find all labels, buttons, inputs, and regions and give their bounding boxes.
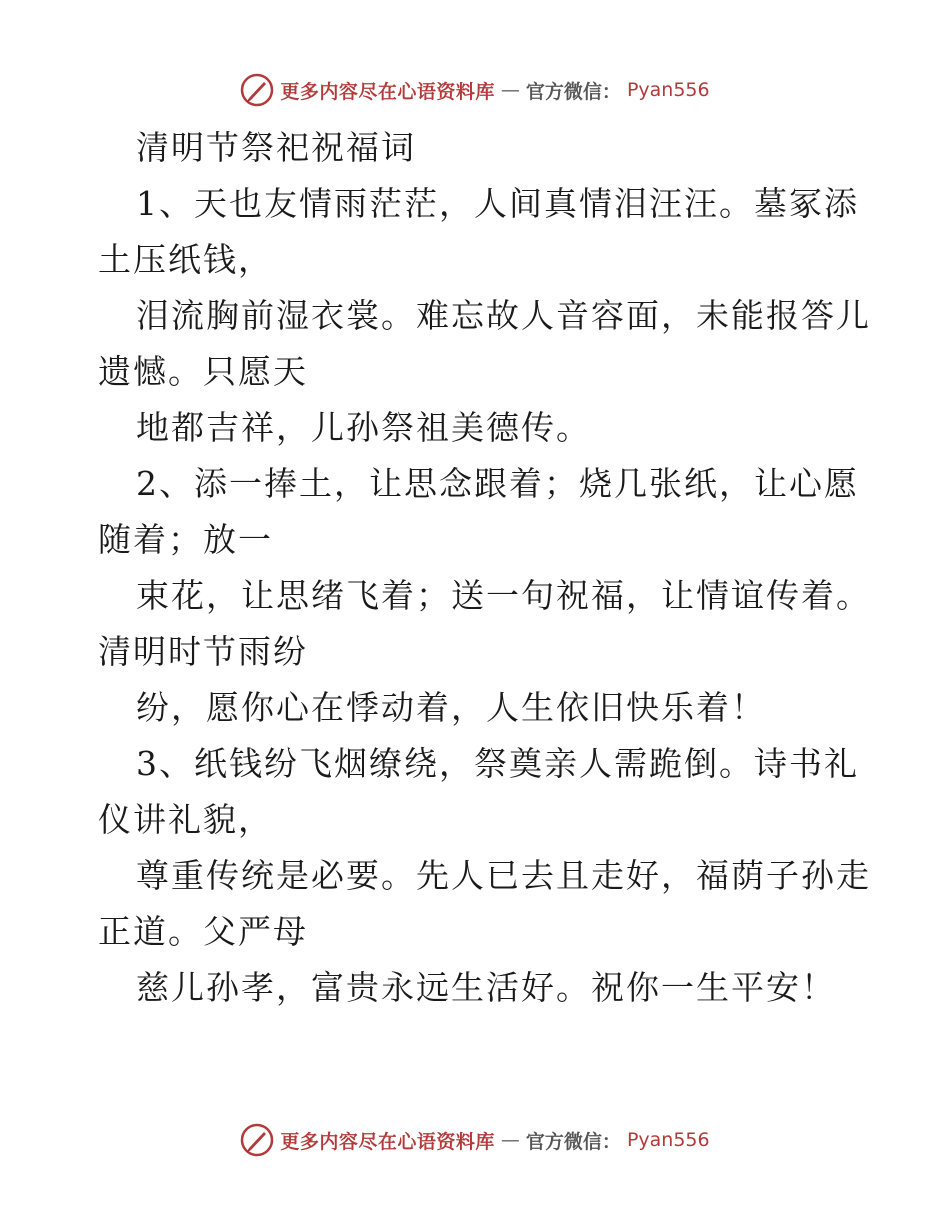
text-line: 2、添一捧土，让思念跟着；烧几张纸，让心愿 [136, 464, 859, 503]
text-line: 地都吉祥，儿孙祭祖美德传。 [136, 408, 591, 447]
text-line: 清明时节雨纷 [98, 632, 308, 671]
header-site-text: 更多内容尽在心语资料库 [280, 80, 495, 103]
footer-banner [0, 1120, 950, 1160]
footer-separator: — [500, 1129, 520, 1151]
header-separator: — [500, 79, 520, 101]
header-wechat-id: Pyan556 [626, 79, 710, 101]
header-wechat-label: 官方微信： [525, 80, 621, 103]
text-line: 仪讲礼貌， [98, 800, 273, 839]
footer-wechat-id: Pyan556 [626, 1129, 710, 1151]
text-line: 遗憾。只愿天 [98, 352, 308, 391]
text-line: 1、天也友情雨茫茫，人间真情泪汪汪。墓冢添 [136, 184, 859, 223]
text-line: 尊重传统是必要。先人已去且走好，福荫子孙走 [136, 856, 871, 895]
document-title: 清明节祭祀祝福词 [136, 128, 416, 167]
quill-logo-icon [240, 73, 274, 107]
text-line: 束花，让思绪飞着；送一句祝福，让情谊传着。 [136, 576, 871, 615]
document-body [98, 120, 871, 1016]
text-line: 慈儿孙孝，富贵永远生活好。祝你一生平安！ [136, 968, 836, 1007]
text-line: 正道。父严母 [98, 912, 308, 951]
footer-wechat-label: 官方微信： [525, 1130, 621, 1153]
text-line: 3、纸钱纷飞烟缭绕，祭奠亲人需跪倒。诗书礼 [136, 744, 859, 783]
header-banner [0, 70, 950, 110]
text-line: 随着；放一 [98, 520, 273, 559]
text-line: 土压纸钱， [98, 240, 273, 279]
quill-logo-icon [240, 1123, 274, 1157]
footer-site-text: 更多内容尽在心语资料库 [280, 1130, 495, 1153]
text-line: 泪流胸前湿衣裳。难忘故人音容面，未能报答儿 [136, 296, 871, 335]
text-line: 纷，愿你心在悸动着，人生依旧快乐着！ [136, 688, 766, 727]
